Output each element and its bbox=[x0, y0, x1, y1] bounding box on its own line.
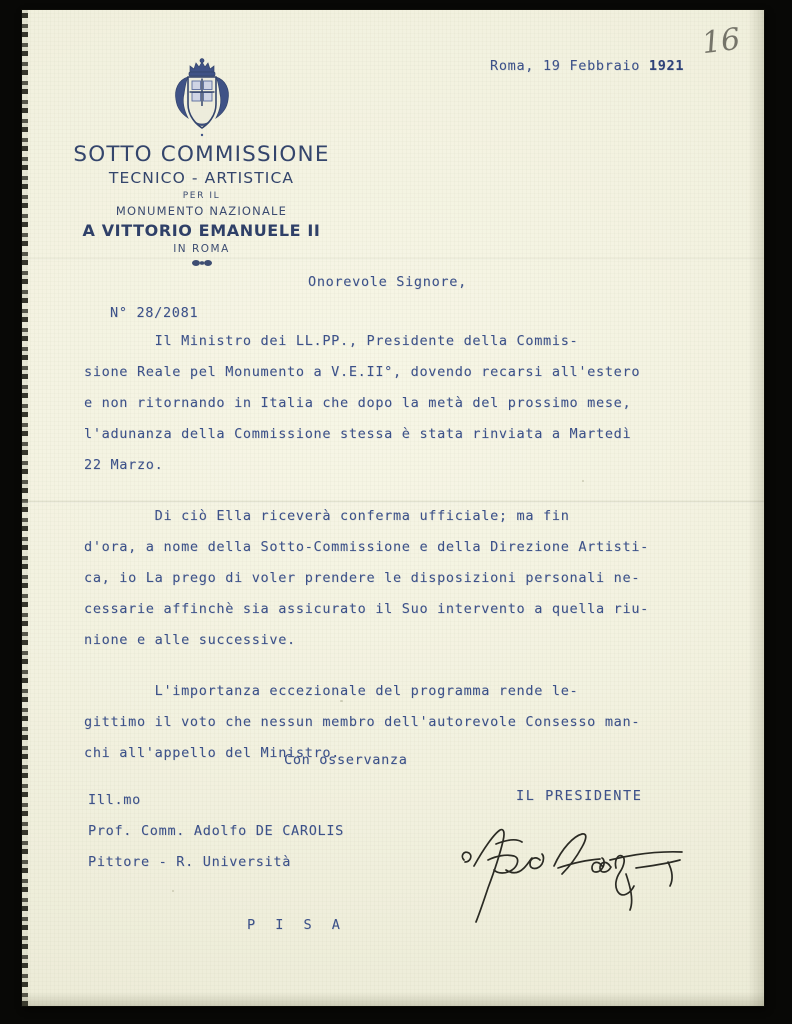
paragraph-3 bbox=[84, 676, 764, 769]
protocol-number: N° 28/2081 bbox=[110, 305, 199, 321]
dateline-year: 1921 bbox=[648, 58, 685, 74]
floral-ornament-icon bbox=[191, 258, 213, 268]
letterhead-line-3: PER IL bbox=[182, 190, 221, 201]
addressee-honorific: Ill.mo bbox=[88, 792, 141, 808]
letterhead-line-4: MONUMENTO NAZIONALE bbox=[115, 203, 288, 218]
signature-title: IL PRESIDENTE bbox=[516, 788, 643, 804]
body-line: gittimo il voto che nessun membro dell'autorevole Consesso man- bbox=[84, 714, 641, 730]
body-line: 22 Marzo. bbox=[84, 457, 164, 473]
body-line: l'adunanza della Commissione stessa è stata rinviata a Martedì bbox=[84, 426, 632, 442]
body-line: d'ora, a nome della Sotto-Commissione e della Direzione Artisti- bbox=[84, 539, 649, 555]
addressee-name: Prof. Comm. Adolfo DE CAROLIS bbox=[88, 823, 345, 839]
letterhead-line-6: IN ROMA bbox=[173, 242, 230, 255]
letterhead-line-1: SOTTO COMMISSIONE bbox=[73, 142, 330, 167]
deckled-edge bbox=[22, 10, 28, 1006]
body-line: cessarie affinchè sia assicurato il Suo intervento a quella riu- bbox=[84, 601, 649, 617]
paragraph-2 bbox=[84, 501, 764, 656]
paragraph-spacer bbox=[84, 481, 764, 501]
body-line: L'importanza eccezionale del programma rende le- bbox=[84, 683, 579, 699]
body-line: nione e alle successive. bbox=[84, 632, 296, 648]
addressee-block bbox=[88, 785, 344, 878]
addressee-role: Pittore - R. Università bbox=[88, 854, 292, 870]
body-line: Di ciò Ella riceverà conferma ufficiale; ma fin bbox=[84, 508, 570, 524]
body-line: chi all'appello del Ministro. bbox=[84, 745, 341, 761]
dateline-place-day: Roma, 19 Febbraio bbox=[490, 58, 649, 74]
folio-number-pencil-annotation: 16 bbox=[699, 21, 742, 62]
letter-paper-sheet bbox=[22, 10, 764, 1006]
handwritten-signature-icon bbox=[458, 816, 708, 926]
body-line: Il Ministro dei LL.PP., Presidente della Commis- bbox=[84, 333, 579, 349]
salutation: Onorevole Signore, bbox=[308, 274, 467, 290]
addressee-city: P I S A bbox=[247, 917, 346, 933]
paragraph-1 bbox=[84, 326, 764, 481]
letterhead-line-5: A VITTORIO EMANUELE II bbox=[82, 220, 321, 240]
body-line: ca, io La prego di voler prendere le disposizioni personali ne- bbox=[84, 570, 641, 586]
savoy-crowned-coat-of-arms-icon bbox=[166, 58, 238, 138]
body-line: e non ritornando in Italia che dopo la metà del prossimo mese, bbox=[84, 395, 632, 411]
dateline bbox=[490, 58, 684, 74]
closing-formula: Con osservanza bbox=[284, 752, 408, 768]
letterhead-line-2: TECNICO - ARTISTICA bbox=[108, 168, 295, 187]
paper-edge-shadow-bottom bbox=[22, 992, 764, 1006]
body-line: sione Reale pel Monumento a V.E.II°, dovendo recarsi all'estero bbox=[84, 364, 641, 380]
letterhead bbox=[64, 58, 339, 268]
paper-speck bbox=[172, 890, 174, 892]
letter-body bbox=[84, 326, 764, 769]
paragraph-spacer bbox=[84, 656, 764, 676]
